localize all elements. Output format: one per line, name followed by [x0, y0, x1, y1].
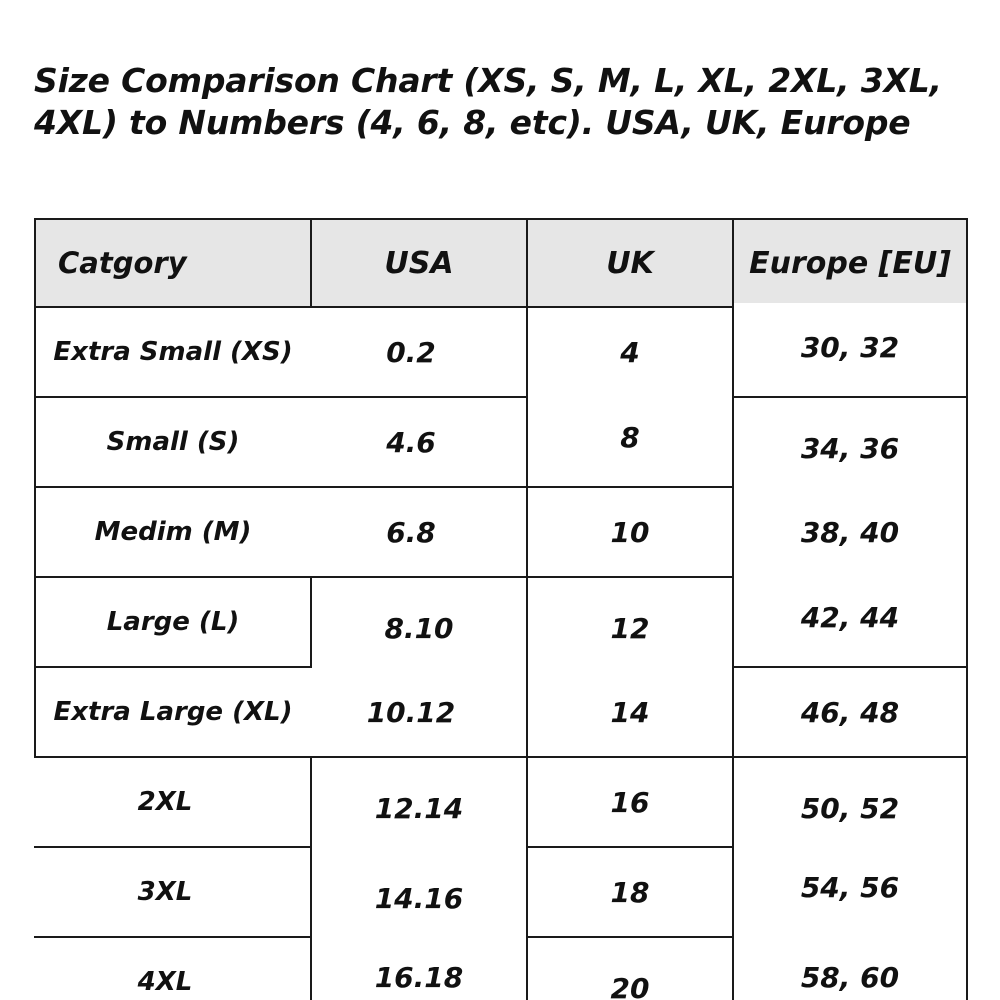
cell-category: Extra Small (XS): [35, 307, 311, 397]
cell-uk: 16: [527, 757, 733, 847]
column-header-europe: Europe [EU]: [733, 219, 967, 307]
cell-usa: 8.10: [311, 583, 527, 673]
cell-eu: 38, 40: [733, 487, 967, 577]
cell-uk: 12: [527, 583, 733, 673]
table-row: [35, 667, 967, 757]
cell-eu: 50, 52: [733, 763, 967, 853]
column-header-usa: USA: [311, 219, 527, 307]
cell-eu: 34, 36: [733, 403, 967, 493]
cell-uk: 10: [527, 487, 733, 577]
table-row: [35, 847, 967, 937]
cell-usa: 12.14: [311, 763, 527, 853]
size-comparison-table: [34, 218, 968, 1000]
column-header-category: Catgory: [35, 219, 311, 307]
cell-eu: 42, 44: [733, 572, 967, 662]
cell-category: 4XL: [27, 937, 303, 1000]
size-comparison-table-wrapper: [34, 218, 966, 1000]
cell-eu: 46, 48: [733, 667, 967, 757]
cell-category: Extra Large (XL): [35, 667, 311, 757]
cell-category: 3XL: [27, 847, 303, 937]
cell-eu: 58, 60: [733, 932, 967, 1000]
cell-category: Small (S): [35, 397, 311, 487]
cell-category: Medim (M): [35, 487, 311, 577]
cell-usa: 10.12: [303, 667, 519, 757]
table-row: [35, 397, 967, 487]
cell-usa: 16.18: [311, 932, 527, 1000]
cell-usa: 0.2: [303, 307, 519, 397]
table-row: [35, 487, 967, 577]
column-header-uk: UK: [527, 219, 733, 307]
cell-eu: 30, 32: [733, 302, 967, 392]
cell-usa: 14.16: [311, 853, 527, 943]
table-row: [35, 937, 967, 1000]
table-row: [35, 577, 967, 667]
cell-usa: 4.6: [303, 397, 519, 487]
table-row: [35, 307, 967, 397]
table-row: [35, 757, 967, 847]
page-title: Size Comparison Chart (XS, S, M, L, XL, 2XL, 3XL, 4XL) to Numbers (4, 6, 8, etc). USA, UK, Europe: [34, 61, 942, 143]
cell-eu: 54, 56: [733, 842, 967, 932]
cell-usa: 6.8: [303, 487, 519, 577]
cell-uk: 8: [527, 392, 733, 482]
cell-category: Large (L): [35, 577, 311, 667]
table-header: [35, 219, 967, 307]
cell-uk: 20: [527, 943, 733, 1000]
table-body: [35, 307, 967, 1000]
cell-uk: 4: [527, 307, 733, 397]
cell-category: 2XL: [27, 757, 303, 847]
cell-uk: 14: [527, 667, 733, 757]
cell-uk: 18: [527, 847, 733, 937]
table-header-row: [35, 219, 967, 307]
